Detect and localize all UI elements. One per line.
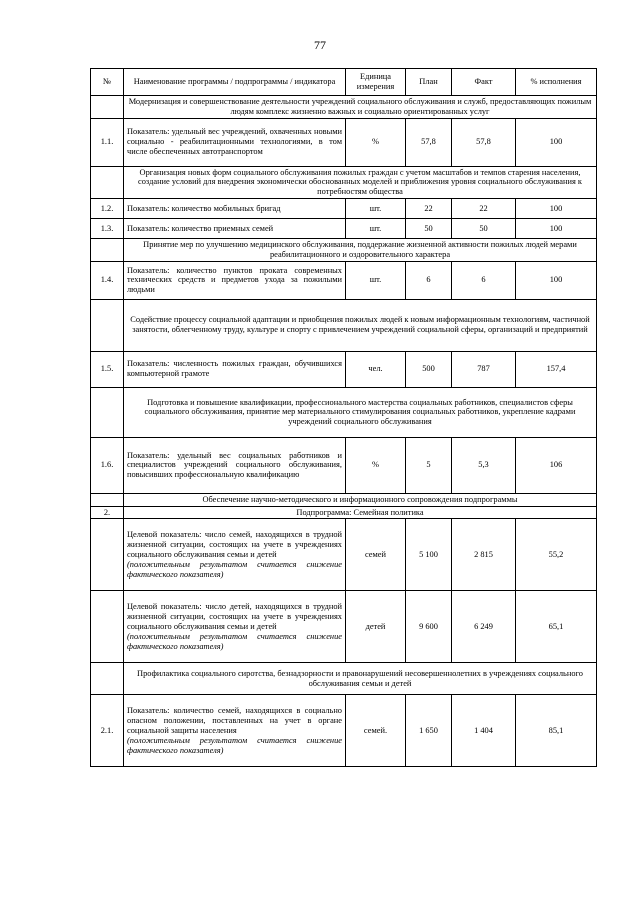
percent-cell: 65,1: [516, 591, 597, 663]
row-number: 1.5.: [91, 351, 124, 387]
fact-cell: 6 249: [452, 591, 516, 663]
unit-cell: шт.: [346, 219, 406, 239]
unit-cell: семей: [346, 519, 406, 591]
plan-cell: 6: [406, 261, 452, 299]
unit-cell: %: [346, 118, 406, 166]
row-number: 1.1.: [91, 118, 124, 166]
unit-cell: семей.: [346, 695, 406, 767]
subprogram-row: [91, 506, 597, 519]
unit-cell: детей: [346, 591, 406, 663]
plan-cell: 57,8: [406, 118, 452, 166]
table-row: [91, 695, 597, 767]
indicators-table: [90, 68, 597, 767]
fact-cell: 2 815: [452, 519, 516, 591]
section-row: [91, 239, 597, 262]
fact-cell: 57,8: [452, 118, 516, 166]
section-title: Профилактика социального сиротства, безнадзорности и правонарушений несовершеннолетних в учреждениях социального обслуживания семьи и детей: [124, 663, 597, 695]
plan-cell: 9 600: [406, 591, 452, 663]
indicator-name: Показатель: количество пунктов проката современных технических средств и предметов ухода за пожилыми людьми: [124, 261, 346, 299]
percent-cell: 157,4: [516, 351, 597, 387]
indicator-text: Целевой показатель: число семей, находящихся в трудной жизненной ситуации, состоящих на учете в учреждениях социального обслуживания семьи и детей: [127, 530, 342, 560]
header-name: Наименование программы / подпрограммы / индикатора: [124, 69, 346, 96]
section-title: Подготовка и повышение квалификации, профессионального мастерства социальных работников, специалистов сферы социального обслуживания, принятие мер материального стимулирования социальных работников, укрепление кадрами учреждений социального обслуживания: [124, 387, 597, 437]
percent-cell: 100: [516, 199, 597, 219]
row-number: [91, 591, 124, 663]
indicator-name: [124, 695, 346, 767]
table-row: [91, 219, 597, 239]
subprogram-title: Подпрограмма: Семейная политика: [124, 506, 597, 519]
plan-cell: 500: [406, 351, 452, 387]
percent-cell: 100: [516, 118, 597, 166]
indicator-note: (положительным результатом считается снижение фактического показателя): [127, 735, 342, 755]
fact-cell: 22: [452, 199, 516, 219]
indicator-name: Показатель: удельный вес социальных работников и специалистов учреждений социального обслуживания, повысивших профессиональную квалификацию: [124, 437, 346, 493]
plan-cell: 1 650: [406, 695, 452, 767]
row-number: 1.2.: [91, 199, 124, 219]
unit-cell: чел.: [346, 351, 406, 387]
fact-cell: 5,3: [452, 437, 516, 493]
unit-cell: шт.: [346, 199, 406, 219]
indicator-name: Показатель: количество мобильных бригад: [124, 199, 346, 219]
table-row: [91, 261, 597, 299]
fact-cell: 787: [452, 351, 516, 387]
row-number: 1.3.: [91, 219, 124, 239]
percent-cell: 55,2: [516, 519, 597, 591]
percent-cell: 85,1: [516, 695, 597, 767]
table-row: [91, 591, 597, 663]
section-title: Модернизация и совершенствование деятельности учреждений социального обслуживания и служб, предоставляющих пожилым людям комплекс жизненно важных и социально ориентированных услуг: [124, 96, 597, 119]
header-percent: % исполнения: [516, 69, 597, 96]
section-row: [91, 387, 597, 437]
table-row: [91, 199, 597, 219]
page-number: 77: [314, 38, 326, 52]
indicator-name: Показатель: численность пожилых граждан, обучившихся компьютерной грамоте: [124, 351, 346, 387]
section-row: [91, 299, 597, 351]
table-row: [91, 519, 597, 591]
header-unit: Единица измерения: [346, 69, 406, 96]
section-row: [91, 96, 597, 119]
indicator-note: (положительным результатом считается снижение фактического показателя): [127, 559, 342, 579]
row-number: 2.: [91, 506, 124, 519]
indicator-note: (положительным результатом считается снижение фактического показателя): [127, 631, 342, 651]
unit-cell: шт.: [346, 261, 406, 299]
header-plan: План: [406, 69, 452, 96]
table-header-row: [91, 69, 597, 96]
table-row: [91, 351, 597, 387]
section-title: Обеспечение научно-методического и информационного сопровождения подпрограммы: [124, 493, 597, 506]
row-number: 2.1.: [91, 695, 124, 767]
fact-cell: 1 404: [452, 695, 516, 767]
indicator-name: [124, 519, 346, 591]
table-row: [91, 118, 597, 166]
section-title: Организация новых форм социального обслуживания пожилых граждан с учетом масштабов и темпов старения населения, создание условий для внедрения экономически обоснованных моделей и приближения уровня социального обслуживания к потребностям общества: [124, 166, 597, 198]
row-number: 1.4.: [91, 261, 124, 299]
row-number: 1.6.: [91, 437, 124, 493]
row-number: [91, 519, 124, 591]
percent-cell: 100: [516, 219, 597, 239]
fact-cell: 50: [452, 219, 516, 239]
table-row: [91, 437, 597, 493]
header-num: №: [91, 69, 124, 96]
section-row: [91, 493, 597, 506]
plan-cell: 22: [406, 199, 452, 219]
plan-cell: 5 100: [406, 519, 452, 591]
section-row: [91, 166, 597, 198]
section-title: Принятие мер по улучшению медицинского обслуживания, поддержание жизненной активности пожилых людей мерами реабилитационного и оздоровительного характера: [124, 239, 597, 262]
fact-cell: 6: [452, 261, 516, 299]
header-fact: Факт: [452, 69, 516, 96]
indicator-name: [124, 591, 346, 663]
indicator-name: Показатель: количество приемных семей: [124, 219, 346, 239]
section-row: [91, 663, 597, 695]
section-title: Содействие процессу социальной адаптации и приобщения пожилых людей к новым информационным технологиям, частичной занятости, облегченному труду, культуре и спорту с привлечением учреждений социальной сферы, организаций и предприятий: [124, 299, 597, 351]
indicator-text: Показатель: количество семей, находящихся в социально опасном положении, поставленных на учет в органе социальной защиты населения: [127, 706, 342, 736]
plan-cell: 50: [406, 219, 452, 239]
unit-cell: %: [346, 437, 406, 493]
indicator-text: Целевой показатель: число детей, находящихся в трудной жизненной ситуации, состоящих на учете в учреждениях социального обслуживания семьи и детей: [127, 602, 342, 632]
plan-cell: 5: [406, 437, 452, 493]
percent-cell: 106: [516, 437, 597, 493]
indicator-name: Показатель: удельный вес учреждений, охваченных новыми социально - реабилитационными технологиями, в том числе обеспеченных автотранспортом: [124, 118, 346, 166]
percent-cell: 100: [516, 261, 597, 299]
